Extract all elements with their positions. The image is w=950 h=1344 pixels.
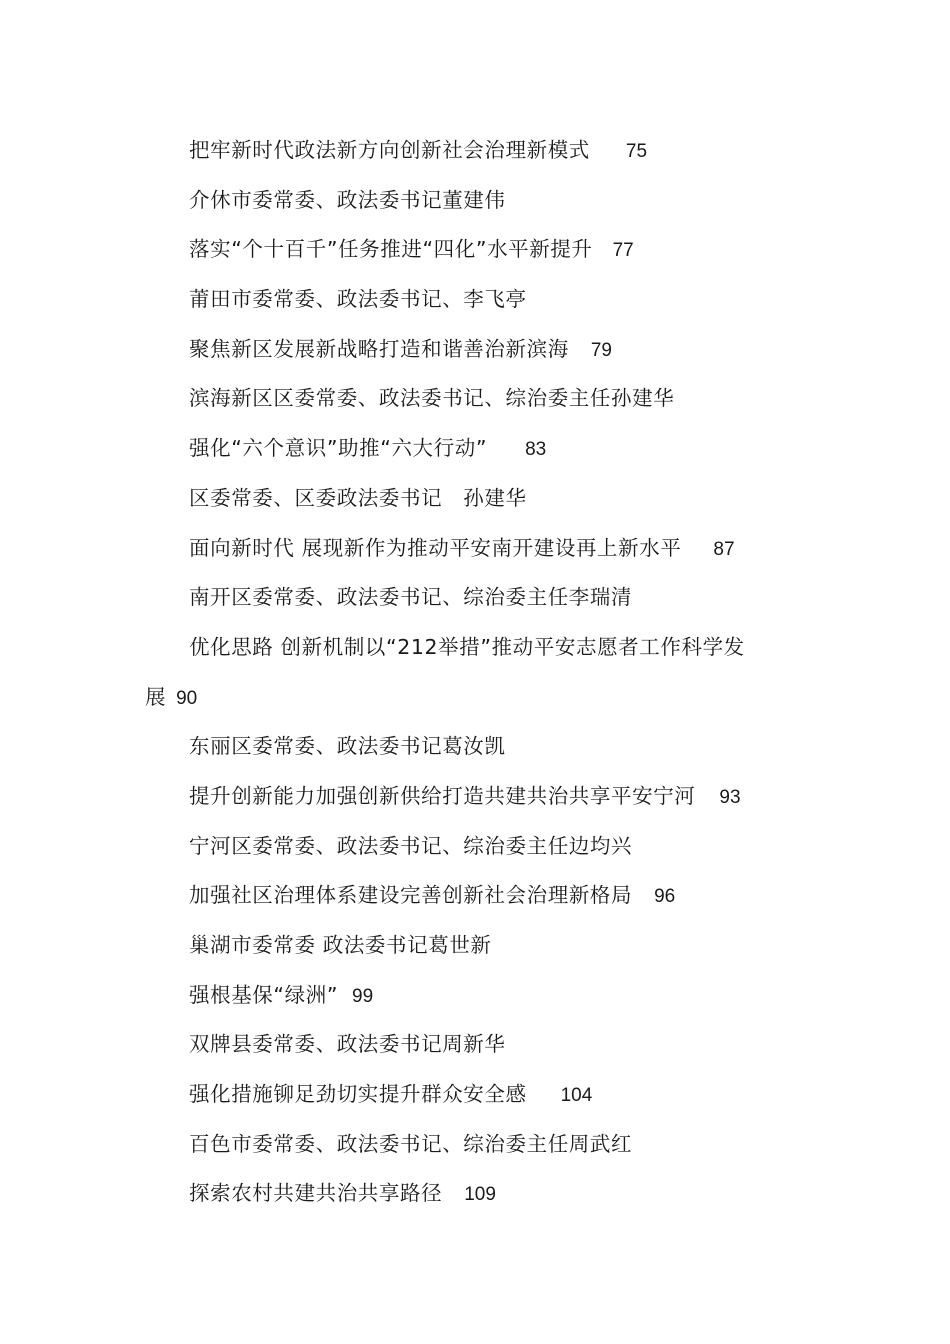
toc-entry-text: 莆田市委常委、政法委书记、李飞亭 xyxy=(189,287,527,312)
toc-page-number: 79 xyxy=(590,339,612,361)
toc-entry-author-line xyxy=(145,474,825,524)
toc-entry-text: 滨海新区区委常委、政法委书记、综治委主任孙建华 xyxy=(189,386,675,411)
toc-entry-author-line xyxy=(145,921,825,971)
toc-entry-author-line xyxy=(145,275,825,325)
toc-entry-title-line xyxy=(145,225,825,275)
toc-page-number: 96 xyxy=(654,886,676,908)
toc-entry-text: 面向新时代 展现新作为推动平安南开建设再上新水平 xyxy=(189,535,682,560)
toc-entry-author-line xyxy=(145,176,825,226)
toc-entry-author-line xyxy=(145,1020,825,1070)
toc-page-number: 90 xyxy=(176,687,198,709)
toc-entry-title-line xyxy=(145,1169,825,1219)
toc-entry-title-line xyxy=(145,325,825,375)
toc-entry-author-line xyxy=(145,573,825,623)
toc-entry-title-line xyxy=(145,524,825,574)
toc-page-number: 77 xyxy=(612,240,634,262)
toc-entry-text: 探索农村共建共治共享路径 xyxy=(189,1181,443,1206)
toc-entry-title-line xyxy=(145,772,825,822)
toc-entry-text: 提升创新能力加强创新供给打造共建共治共享平安宁河 xyxy=(189,783,696,808)
toc-page-number: 83 xyxy=(525,439,547,461)
toc-entry-text: 聚焦新区发展新战略打造和谐善治新滨海 xyxy=(189,336,569,361)
toc-entry-text: 东丽区委常委、政法委书记葛汝凯 xyxy=(189,734,506,759)
toc-entry-text: 南开区委常委、政法委书记、综治委主任李瑞清 xyxy=(189,585,633,610)
toc-page-number: 93 xyxy=(719,786,741,808)
toc-entry-author-line xyxy=(145,1120,825,1170)
toc-entry-title-line xyxy=(145,126,825,176)
toc-page-number: 99 xyxy=(352,985,374,1007)
toc-entry-title-line xyxy=(145,673,825,723)
table-of-contents xyxy=(145,126,825,1219)
toc-entry-text: 百色市委常委、政法委书记、综治委主任周武红 xyxy=(189,1131,633,1156)
toc-entry-title-line xyxy=(145,971,825,1021)
toc-page-number: 75 xyxy=(625,141,648,162)
toc-entry-text: 展 xyxy=(145,684,167,709)
toc-entry-title-line xyxy=(145,871,825,921)
toc-entry-author-line xyxy=(145,822,825,872)
toc-entry-text: 把牢新时代政法新方向创新社会治理新模式 xyxy=(189,138,590,162)
toc-entry-title-line xyxy=(145,1070,825,1120)
toc-page-number: 87 xyxy=(713,538,735,560)
toc-entry-text: 强化“六个意识”助推“六大行动” xyxy=(189,436,488,461)
toc-entry-text: 强化措施铆足劲切实提升群众安全感 xyxy=(189,1082,527,1107)
toc-entry-text: 加强社区治理体系建设完善创新社会治理新格局 xyxy=(189,883,633,908)
toc-page-number: 104 xyxy=(560,1085,593,1107)
toc-entry-title-line xyxy=(145,424,825,474)
toc-entry-text: 介休市委常委、政法委书记董建伟 xyxy=(189,187,506,212)
toc-entry-text: 强根基保“绿洲” xyxy=(189,982,339,1007)
toc-entry-author-line xyxy=(145,374,825,424)
toc-entry-text: 优化思路 创新机制以“212举措”推动平安志愿者工作科学发 xyxy=(189,634,745,659)
toc-entry-author-line xyxy=(145,623,825,673)
toc-page-number: 109 xyxy=(464,1184,496,1206)
toc-entry-text: 区委常委、区委政法委书记 孙建华 xyxy=(189,485,527,510)
toc-entry-text: 双牌县委常委、政法委书记周新华 xyxy=(189,1032,506,1057)
toc-entry-author-line xyxy=(145,722,825,772)
toc-entry-text: 宁河区委常委、政法委书记、综治委主任边均兴 xyxy=(189,833,633,858)
toc-entry-text: 落实“个十百千”任务推进“四化”水平新提升 xyxy=(189,237,593,262)
toc-entry-text: 巢湖市委常委 政法委书记葛世新 xyxy=(189,933,492,957)
